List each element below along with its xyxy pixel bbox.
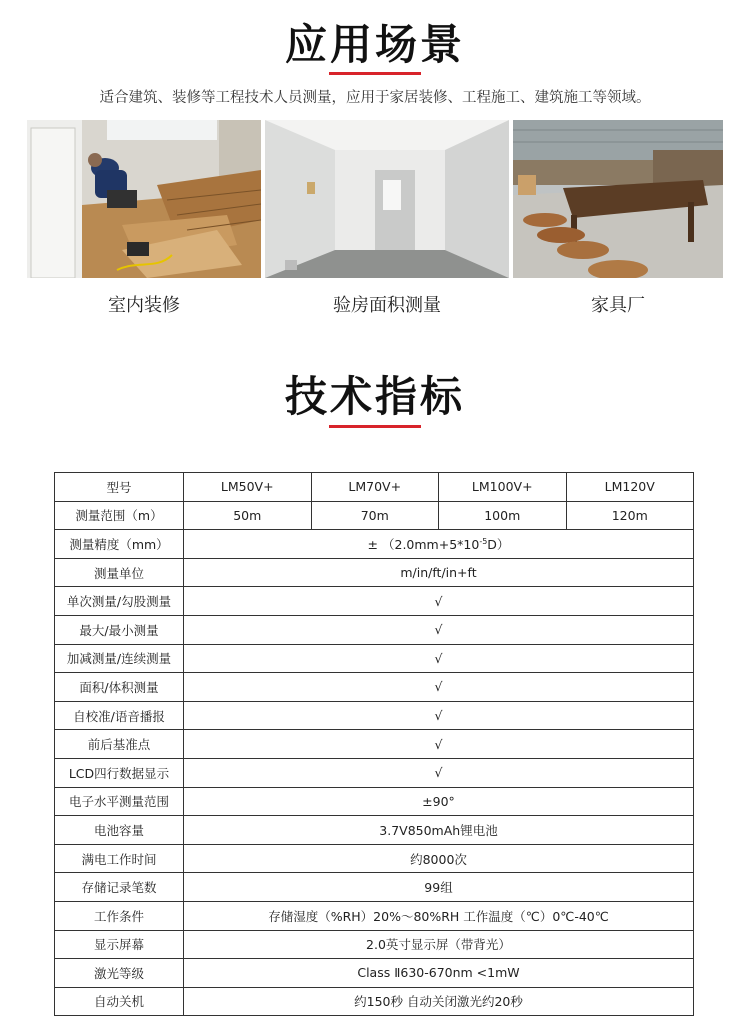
table-row — [55, 473, 694, 502]
row-label: 测量单位 — [55, 558, 184, 587]
row-value: 约8000次 — [184, 844, 694, 873]
row-value: 约150秒 自动关闭激光约20秒 — [184, 987, 694, 1016]
table-row — [55, 959, 694, 988]
row-label: 最大/最小测量 — [55, 615, 184, 644]
section-title-scenes: 应用场景 — [284, 20, 465, 69]
table-row — [55, 701, 694, 730]
table-row — [55, 530, 694, 559]
table-row — [55, 730, 694, 759]
accuracy-prefix: ± （2.0mm+5*10 — [367, 536, 480, 552]
accuracy-suffix: D） — [487, 536, 510, 552]
row-value: ±90° — [184, 787, 694, 816]
table-row — [55, 615, 694, 644]
row-label: 电池容量 — [55, 816, 184, 845]
row-value: √ — [184, 673, 694, 702]
table-row — [55, 558, 694, 587]
range-cell: 120m — [566, 501, 694, 530]
table-row — [55, 930, 694, 959]
photo-interior-renovation — [27, 120, 261, 278]
photo-room-inspection — [265, 120, 509, 278]
table-row — [55, 873, 694, 902]
table-row — [55, 787, 694, 816]
row-value: m/in/ft/in+ft — [184, 558, 694, 587]
model-cell: LM50V+ — [184, 473, 312, 502]
table-row — [55, 844, 694, 873]
row-label: 面积/体积测量 — [55, 673, 184, 702]
row-label: 测量范围（m） — [55, 501, 184, 530]
row-label: 前后基准点 — [55, 730, 184, 759]
row-label: 单次测量/勾股测量 — [55, 587, 184, 616]
section-title-specs: 技术指标 — [284, 372, 465, 421]
row-label: 工作条件 — [55, 901, 184, 930]
table-row — [55, 816, 694, 845]
row-label: 存储记录笔数 — [55, 873, 184, 902]
row-value: 99组 — [184, 873, 694, 902]
table-row — [55, 644, 694, 673]
range-cell: 70m — [311, 501, 439, 530]
caption-furniture-factory: 家具厂 — [591, 295, 645, 316]
intro-text: 适合建筑、装修等工程技术人员测量，应用于家居装修、工程施工、建筑施工等领域。 — [99, 90, 651, 106]
table-row — [55, 501, 694, 530]
row-value: Class Ⅱ630-670nm <1mW — [184, 959, 694, 988]
row-value: √ — [184, 701, 694, 730]
row-value: √ — [184, 758, 694, 787]
range-cell: 50m — [184, 501, 312, 530]
row-value: 2.0英寸显示屏（带背光） — [184, 930, 694, 959]
table-row — [55, 987, 694, 1016]
range-cell: 100m — [439, 501, 567, 530]
row-value: √ — [184, 615, 694, 644]
table-row — [55, 758, 694, 787]
accuracy-value — [184, 530, 694, 559]
model-cell: LM70V+ — [311, 473, 439, 502]
row-value: 3.7V850mAh锂电池 — [184, 816, 694, 845]
row-label: 测量精度（mm） — [55, 530, 184, 559]
row-label: 自校准/语音播报 — [55, 701, 184, 730]
row-label: 电子水平测量范围 — [55, 787, 184, 816]
title-underline — [329, 425, 421, 428]
row-label: 满电工作时间 — [55, 844, 184, 873]
table-row — [55, 587, 694, 616]
model-cell: LM120V — [566, 473, 694, 502]
caption-room-inspection: 验房面积测量 — [333, 295, 441, 316]
table-row — [55, 901, 694, 930]
row-label: 型号 — [55, 473, 184, 502]
row-label: LCD四行数据显示 — [55, 758, 184, 787]
row-label: 自动关机 — [55, 987, 184, 1016]
title-underline — [329, 72, 421, 75]
row-label: 激光等级 — [55, 959, 184, 988]
row-value: 存储湿度（%RH）20%～80%RH 工作温度（℃）0℃-40℃ — [184, 901, 694, 930]
row-value: √ — [184, 587, 694, 616]
spec-table — [54, 472, 694, 1016]
photo-furniture-factory — [513, 120, 723, 278]
model-cell: LM100V+ — [439, 473, 567, 502]
row-value: √ — [184, 644, 694, 673]
table-row — [55, 673, 694, 702]
caption-interior-renovation: 室内装修 — [108, 295, 180, 316]
accuracy-exponent: -5 — [479, 536, 488, 546]
row-label: 显示屏幕 — [55, 930, 184, 959]
row-value: √ — [184, 730, 694, 759]
row-label: 加减测量/连续测量 — [55, 644, 184, 673]
